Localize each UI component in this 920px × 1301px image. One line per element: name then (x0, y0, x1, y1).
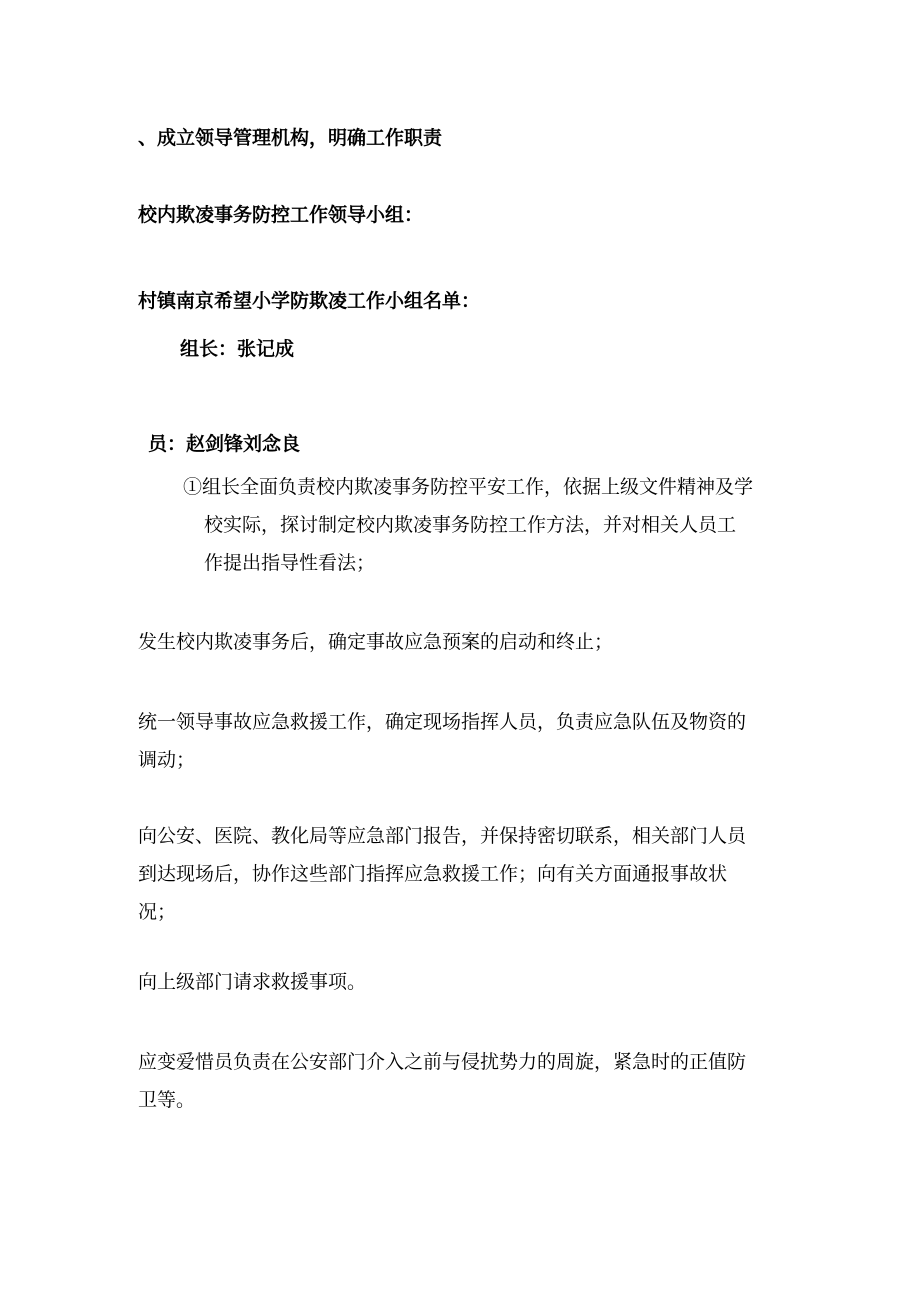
members-line: 员：赵剑锋刘念良 (148, 433, 301, 455)
duty-4-line: 向公安、医院、教化局等应急部门报告，并保持密切联系，相关部门人员 (138, 825, 747, 847)
leader-line: 组长：张记成 (180, 338, 295, 360)
duty-4-line: 况； (138, 901, 177, 923)
duty-3-paragraph (138, 703, 746, 779)
duty-2-paragraph: 发生校内欺凌事务后，确定事故应急预案的启动和终止； (138, 631, 614, 653)
duty-1-paragraph (183, 468, 753, 582)
duty-6-line: 卫等。 (138, 1089, 196, 1111)
group-heading: 校内欺凌事务防控工作领导小组： (138, 204, 424, 226)
duty-4-paragraph (138, 817, 746, 931)
duty-6-paragraph (138, 1043, 746, 1119)
duty-4-line: 到达现场后，协作这些部门指挥应急救援工作；向有关方面通报事故状 (138, 863, 728, 885)
section-heading: 、成立领导管理机构，明确工作职责 (138, 127, 443, 149)
duty-3-line: 统一领导事故应急救援工作，确定现场指挥人员，负责应急队伍及物资的 (138, 711, 747, 733)
duty-1-line: 作提出指导性看法； (204, 552, 376, 574)
list-heading: 村镇南京希望小学防欺凌工作小组名单： (138, 290, 481, 312)
duty-1-line: ①组长全面负责校内欺凌事务防控平安工作，依据上级文件精神及学 (183, 476, 754, 498)
duty-6-line: 应变爱惜员负责在公安部门介入之前与侵扰势力的周旋，紧急时的正值防 (138, 1051, 747, 1073)
duty-1-line: 校实际，探讨制定校内欺凌事务防控工作方法，并对相关人员工 (204, 514, 737, 536)
duty-5-paragraph: 向上级部门请求救援事项。 (138, 971, 367, 993)
duty-3-line: 调动； (138, 749, 196, 771)
